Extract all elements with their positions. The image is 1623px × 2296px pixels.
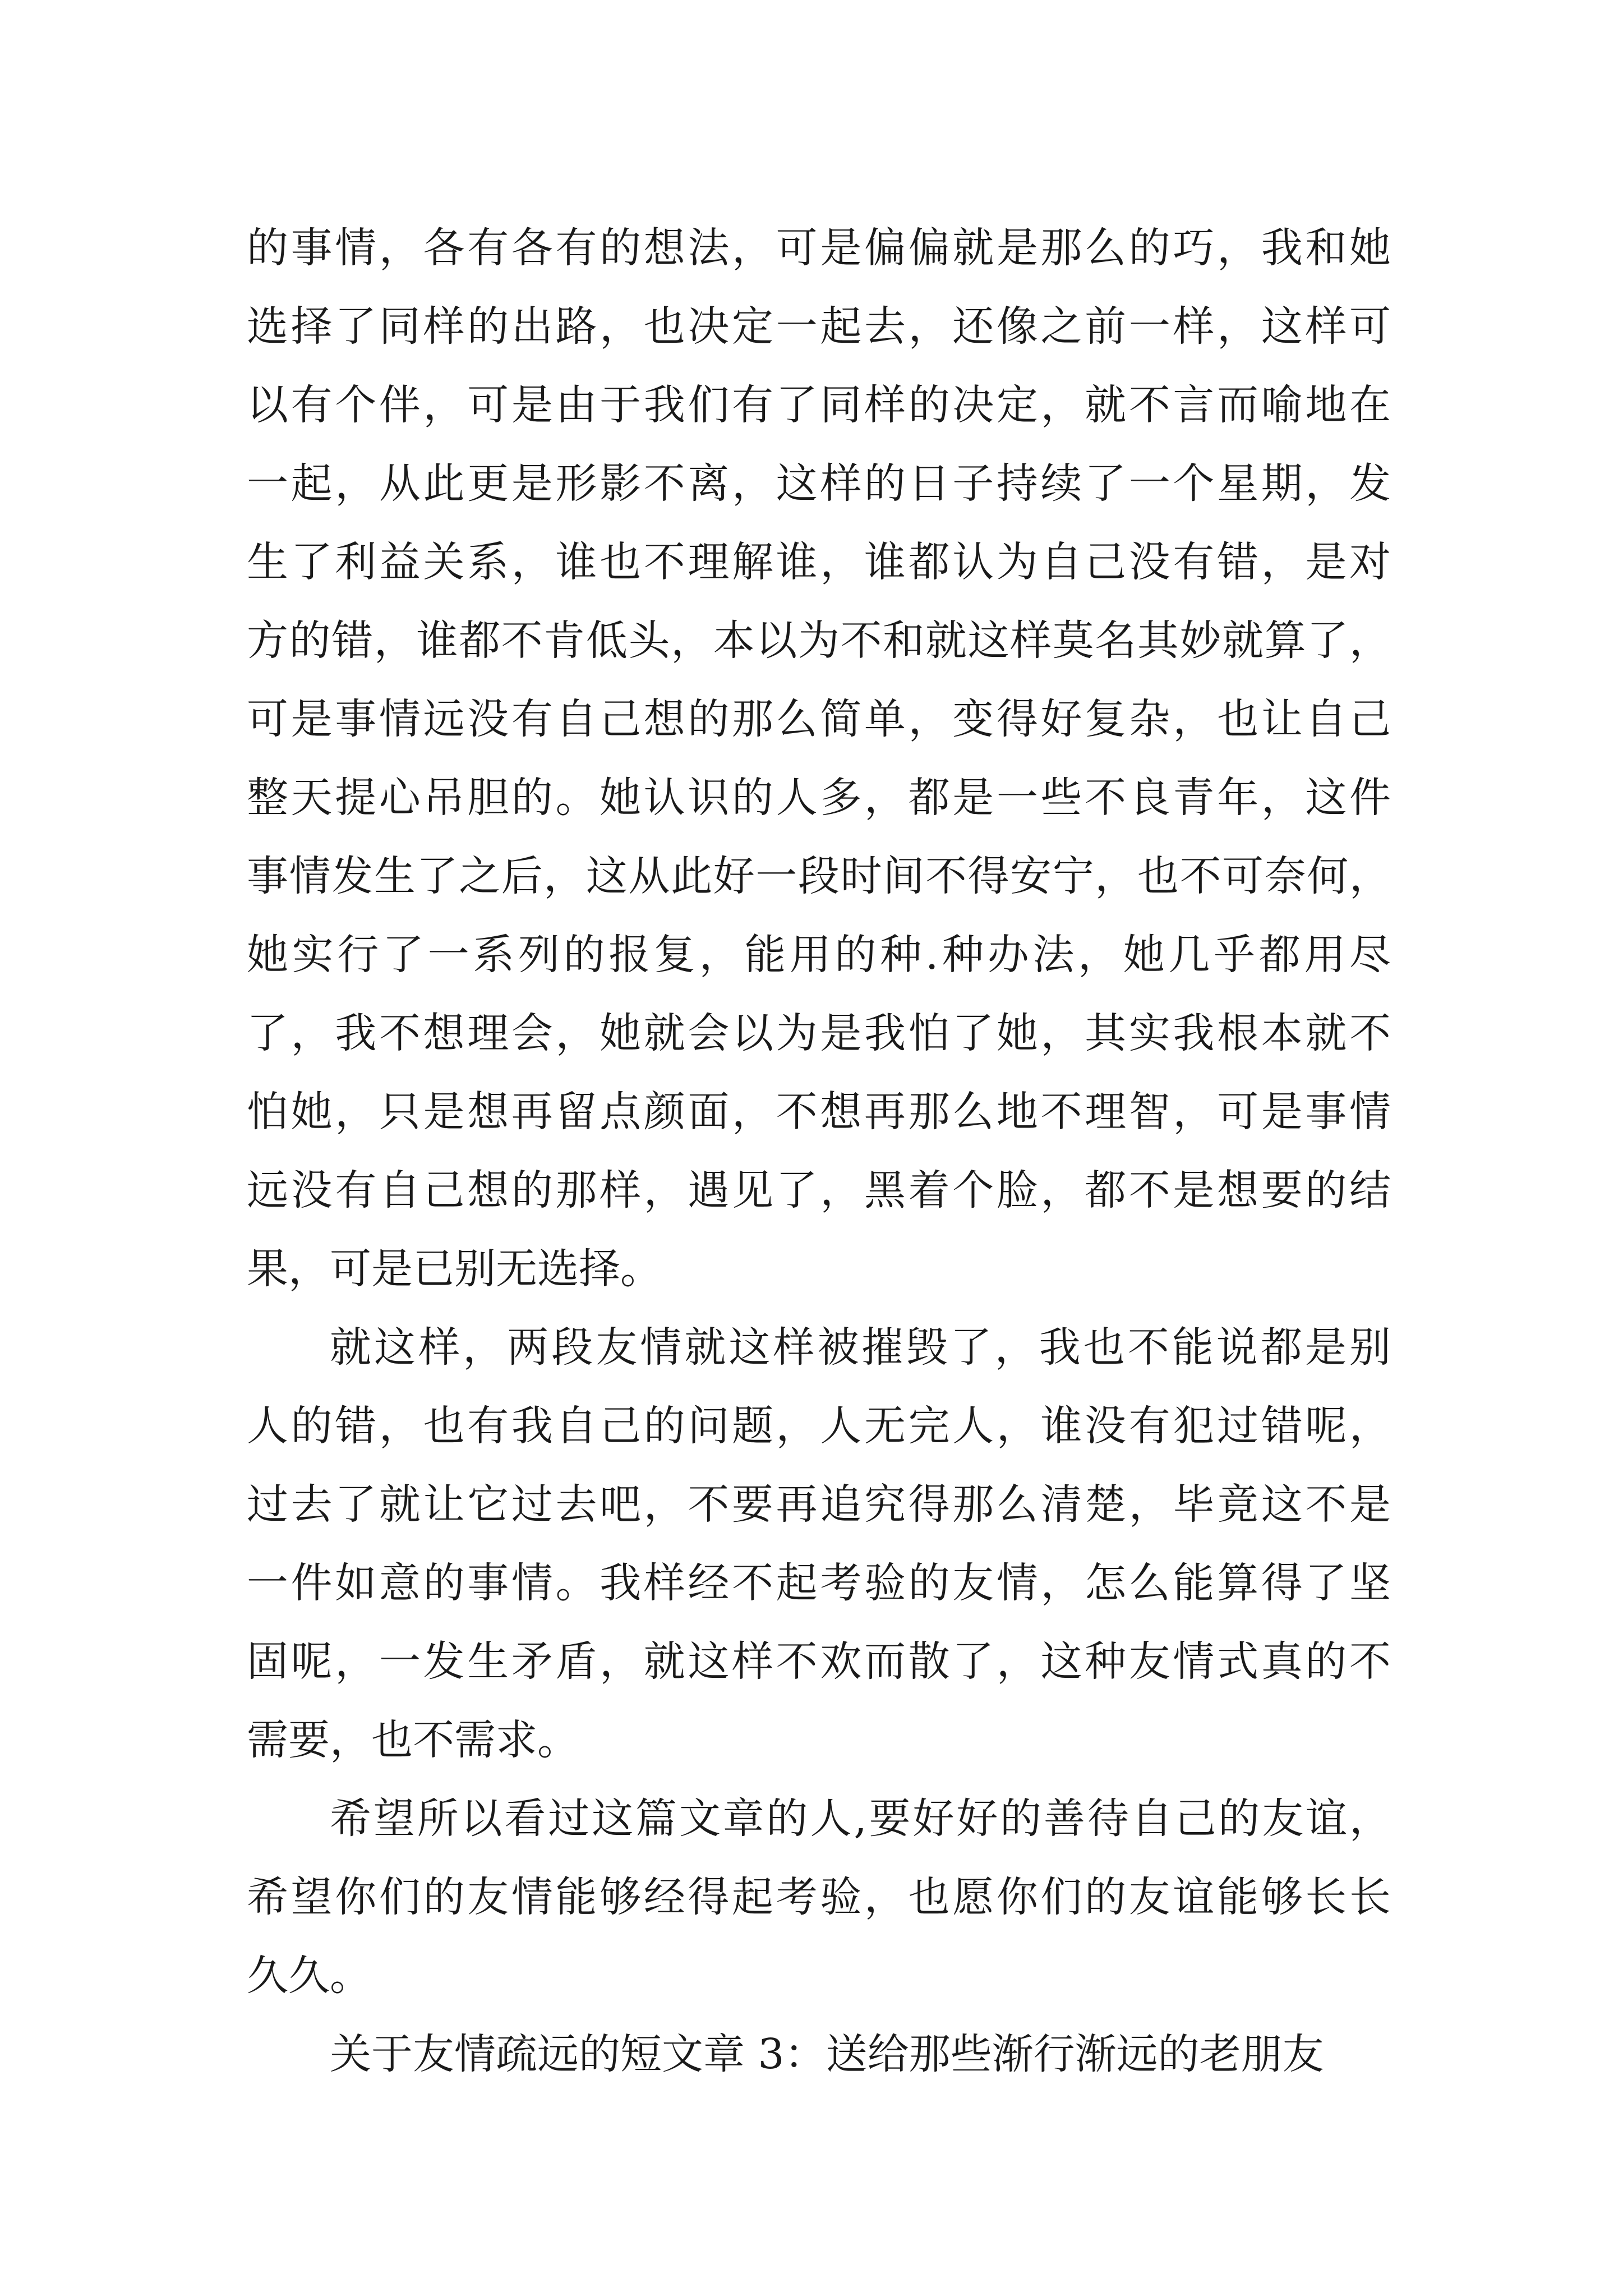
text-line: 方的错，谁都不肯低头，本以为不和就这样莫名其妙就算了， bbox=[247, 616, 1391, 665]
text-line: 整天提心吊胆的。她认识的人多，都是一些不良青年，这件 bbox=[247, 774, 1391, 822]
text-line: 远没有自己想的那样，遇见了，黑着个脸，都不是想要的结 bbox=[247, 1166, 1391, 1214]
text-line: 就这样，两段友情就这样被摧毁了，我也不能说都是别 bbox=[330, 1323, 1391, 1372]
text-line: 需要，也不需求。 bbox=[247, 1716, 579, 1764]
text-line: 选择了同样的出路，也决定一起去，还像之前一样，这样可 bbox=[247, 302, 1391, 351]
text-line: 人的错，也有我自己的问题，人无完人，谁没有犯过错呢， bbox=[247, 1402, 1391, 1450]
text-line: 事情发生了之后，这从此好一段时间不得安宁，也不可奈何， bbox=[247, 852, 1391, 900]
section-heading: 关于友情疏远的短文章 3：送给那些渐行渐远的老朋友 bbox=[330, 2030, 1324, 2078]
text-line: 以有个伴，可是由于我们有了同样的决定，就不言而喻地在 bbox=[247, 381, 1391, 429]
text-line: 怕她，只是想再留点颜面，不想再那么地不理智，可是事情 bbox=[247, 1088, 1391, 1136]
text-line: 一件如意的事情。我样经不起考验的友情，怎么能算得了坚 bbox=[247, 1559, 1391, 1607]
text-line: 果，可是已别无选择。 bbox=[247, 1245, 662, 1293]
text-line: 的事情，各有各有的想法，可是偏偏就是那么的巧，我和她 bbox=[247, 224, 1391, 272]
text-line: 希望所以看过这篇文章的人,要好好的善待自己的友谊， bbox=[330, 1795, 1391, 1843]
text-line: 她实行了一系列的报复，能用的种.种办法，她几乎都用尽 bbox=[247, 931, 1391, 979]
text-line: 一起，从此更是形影不离，这样的日子持续了一个星期，发 bbox=[247, 459, 1391, 508]
text-line: 生了利益关系，谁也不理解谁，谁都认为自己没有错，是对 bbox=[247, 538, 1391, 586]
text-line: 久久。 bbox=[247, 1952, 371, 2000]
text-line: 希望你们的友情能够经得起考验，也愿你们的友谊能够长长 bbox=[247, 1873, 1391, 1921]
text-line: 过去了就让它过去吧，不要再追究得那么清楚，毕竟这不是 bbox=[247, 1480, 1391, 1529]
body-text bbox=[247, 209, 1391, 2093]
text-line: 固呢，一发生矛盾，就这样不欢而散了，这种友情式真的不 bbox=[247, 1637, 1391, 1686]
text-line: 可是事情远没有自己想的那么简单，变得好复杂，也让自己 bbox=[247, 695, 1391, 743]
text-line: 了，我不想理会，她就会以为是我怕了她，其实我根本就不 bbox=[247, 1009, 1391, 1057]
